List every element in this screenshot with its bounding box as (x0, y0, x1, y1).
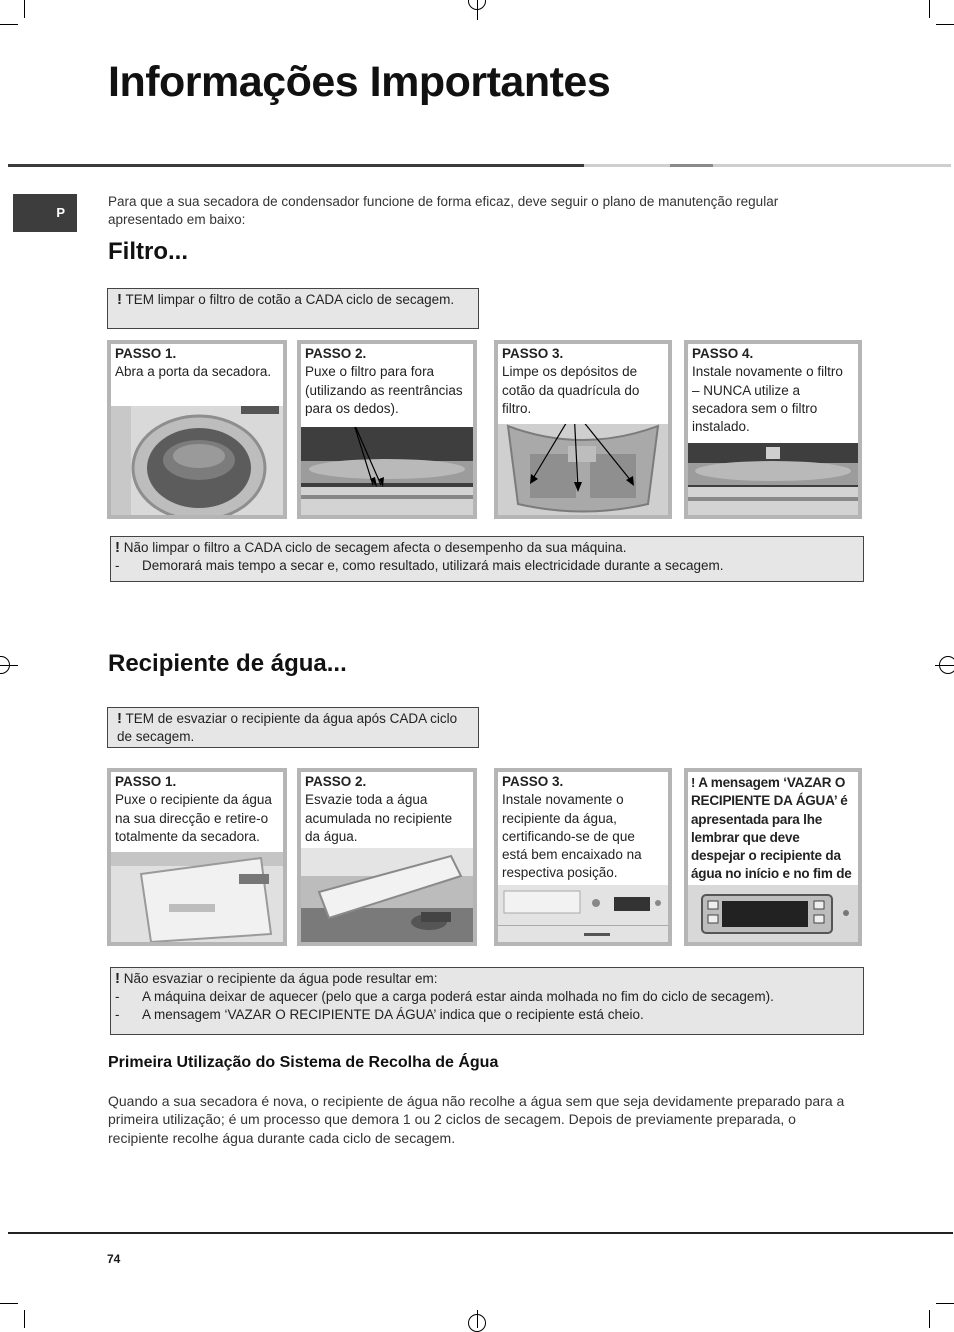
warning-list (115, 557, 854, 575)
exclamation-icon: ! (115, 539, 120, 556)
step-label: PASSO 1. (115, 346, 177, 361)
step-label: PASSO 3. (502, 346, 564, 361)
exclamation-icon: ! (117, 291, 122, 308)
display-panel-photo (688, 885, 858, 942)
first-use-heading: Primeira Utilização do Sistema de Recolha de Água (108, 1054, 499, 1071)
step-caption (111, 344, 283, 408)
step-text: Abra a porta da secadora. (115, 364, 272, 380)
page-title: Informações Importantes (108, 58, 611, 106)
header-rule (584, 164, 670, 167)
step-text: Esvazie toda a água acumulada no recipiente da água. (305, 792, 453, 844)
step-text: Limpe os depósitos de cotão da quadrícula do filtro. (502, 364, 640, 416)
filter-top-note (107, 288, 479, 329)
water-heading: Recipiente de água... (108, 650, 347, 677)
filter-removal-photo (301, 427, 473, 515)
info-text: A mensagem ‘VAZAR O RECIPIENTE DA ÁGUA’ é apresentada para lhe lembrar que deve despejar o recipiente da água no início e no fim de (691, 775, 852, 882)
page-number: 74 (107, 1252, 121, 1266)
exclamation-icon: ! (691, 775, 696, 790)
filter-step-3 (494, 340, 672, 519)
water-container-pull-photo (111, 852, 283, 942)
water-info-card (684, 768, 862, 946)
crop-mark (936, 1303, 954, 1304)
crop-mark (24, 1310, 25, 1328)
water-top-note (107, 707, 479, 748)
filter-step-4 (684, 340, 862, 519)
info-caption (688, 772, 858, 885)
crop-mark (24, 0, 25, 18)
first-use-text: Quando a sua secadora é nova, o recipiente de água não recolhe a água sem que seja devidamente preparado para a primeira utilização; é um processo que demora 1 ou 2 ciclos de secagem. Depois de previamente preparada, o recipiente recolhe água durante cada ciclo de secagem. (108, 1093, 845, 1146)
header-rule (670, 164, 713, 167)
step-text: Puxe o filtro para fora (utilizando as reentrâncias para os dedos). (305, 364, 463, 416)
crop-mark (0, 24, 18, 25)
step-label: PASSO 3. (502, 774, 564, 789)
step-label: PASSO 1. (115, 774, 177, 789)
crop-mark (936, 24, 954, 25)
header-rule (8, 164, 584, 167)
step-text: Instale novamente o filtro – NUNCA utilize a secadora sem o filtro instalado. (692, 364, 843, 435)
note-text: TEM de esvaziar o recipiente da água após CADA ciclo de secagem. (117, 711, 458, 744)
water-warning (110, 967, 864, 1035)
step-label: PASSO 2. (305, 346, 367, 361)
note-text: TEM limpar o filtro de cotão a CADA ciclo de secagem. (125, 292, 455, 307)
step-label: PASSO 4. (692, 346, 754, 361)
water-step-2 (297, 768, 477, 946)
header-rule (713, 164, 951, 167)
crop-mark (929, 1310, 930, 1328)
water-reinstall-photo (498, 885, 668, 942)
step-caption (111, 772, 283, 854)
language-tab: P (13, 194, 77, 232)
warning-bullet: - A máquina deixar de aquecer (pelo que a carga poderá estar ainda molhada no fim do ciclo de secagem). (115, 988, 854, 1006)
warning-bullet: - Demorará mais tempo a secar e, como resultado, utilizará mais electricidade durante a secagem. (115, 557, 854, 575)
filter-step-2 (297, 340, 477, 519)
filter-step-1 (107, 340, 287, 519)
step-caption (498, 344, 668, 424)
exclamation-icon: ! (115, 970, 120, 987)
step-label: PASSO 2. (305, 774, 367, 789)
filter-warning (110, 536, 864, 582)
water-step-1 (107, 768, 287, 946)
step-caption (301, 772, 473, 850)
warning-list (115, 988, 854, 1024)
step-text: Puxe o recipiente da água na sua direcção e retire-o totalmente da secadora. (115, 792, 272, 844)
step-caption (688, 344, 858, 443)
warning-text: Não limpar o filtro a CADA ciclo de secagem afecta o desempenho da sua máquina. (123, 540, 627, 555)
water-step-3 (494, 768, 672, 946)
filter-mesh-photo (498, 424, 668, 515)
water-empty-photo (301, 848, 473, 942)
warning-text: Não esvaziar o recipiente da água pode resultar em: (123, 971, 438, 986)
crop-mark (929, 0, 930, 18)
dryer-door-photo (111, 406, 283, 515)
intro-text: Para que a sua secadora de condensador funcione de forma eficaz, deve seguir o plano de manutenção regular apresentado em baixo: (108, 194, 779, 227)
crop-mark (0, 1303, 18, 1304)
step-text: Instale novamente o recipiente da água, certificando-se de que está bem encaixado na respectiva posição. (502, 792, 642, 881)
warning-bullet: - A mensagem ‘VAZAR O RECIPIENTE DA ÁGUA’ indica que o recipiente está cheio. (115, 1006, 854, 1024)
step-caption (301, 344, 473, 427)
filter-heading: Filtro... (108, 238, 188, 265)
filter-installed-photo (688, 443, 858, 515)
step-caption (498, 772, 668, 887)
footer-rule (8, 1232, 953, 1234)
exclamation-icon: ! (117, 710, 122, 727)
